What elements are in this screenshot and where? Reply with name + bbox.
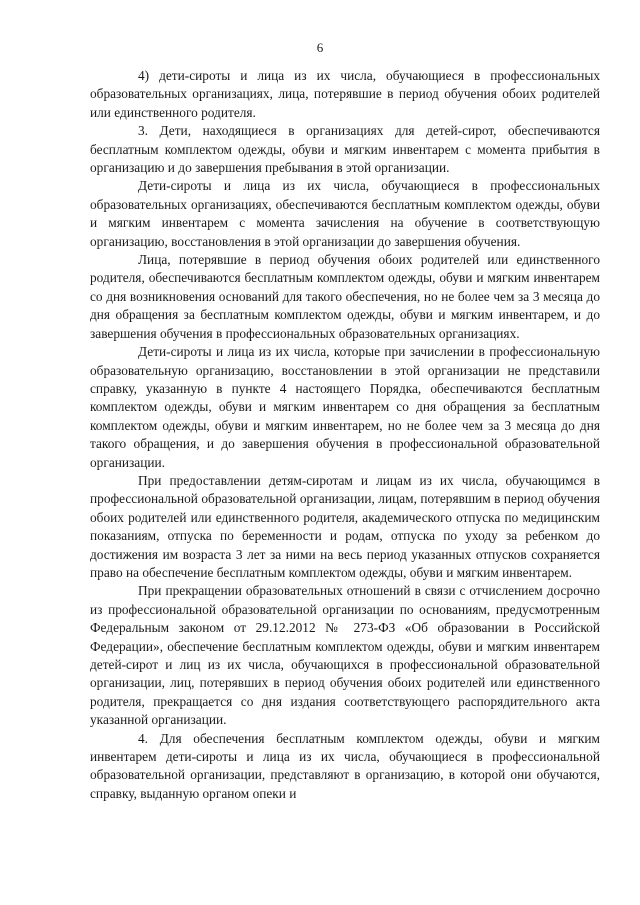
paragraph-1: 4) дети-сироты и лица из их числа, обучающиеся в профессиональных образовательных организациях, лица, потерявшие в период обучения обоих родителей или единственного родителя. <box>90 68 600 120</box>
paragraph-5: Дети-сироты и лица из их числа, которые при зачислении в профессиональную образовательную организацию, восстановлении в этой организации не представили справку, указанную в пункте 4 настоящего Порядка, обеспечиваются бесплатным комплектом одежды, обуви и мягким инвентарем со дня обращения за бесплатным комплектом одежды, обуви и мягким инвентарем, но не более чем за 3 месяца до дня такого обращения, и до завершения обучения в профессиональной образовательной организации. <box>90 344 600 470</box>
paragraph-6: При предоставлении детям-сиротам и лицам из их числа, обучающимся в профессиональной образовательной организации, лицам, потерявшим в период обучения обоих родителей или единственного родителя, академического отпуска по медицинским показаниям, отпуска по беременности и родам, отпуска по уходу за ребенком до достижения им возраста 3 лет за ними на весь период указанных отпусков сохраняется право на обеспечение бесплатным комплектом одежды, обуви и мягким инвентарем. <box>90 472 600 580</box>
page-number: 6 <box>316 40 324 55</box>
paragraph-3: Дети-сироты и лица из их числа, обучающиеся в профессиональных образовательных организациях, обеспечиваются бесплатным комплектом одежды, обуви и мягким инвентарем с момента зачисления на обучение в соответствующую организацию, восстановления в этой организации до завершения обучения. <box>90 178 600 249</box>
paragraph-2: 3. Дети, находящиеся в организациях для детей-сирот, обеспечиваются бесплатным комплектом одежды, обуви и мягким инвентарем с момента прибытия в организацию и до завершения пребывания в этой организации. <box>90 123 600 176</box>
document-body <box>90 67 600 803</box>
paragraph-4: Лица, потерявшие в период обучения обоих родителей или единственного родителя, обеспечиваются бесплатным комплектом одежды, обуви и мягким инвентарем со дня возникновения оснований для такого обеспечения, но не более чем за 3 месяца до дня обращения за бесплатным комплектом одежды, обуви и мягким инвентарем, и до завершения обучения в профессиональных образовательных организациях. <box>90 252 600 341</box>
paragraph-8: 4. Для обеспечения бесплатным комплектом одежды, обуви и мягким инвентарем дети-сироты и лица из их числа, обучающиеся в профессиональной образовательной организации, представляют в организацию, в которой они обучаются, справку, выданную органом опеки и <box>90 730 600 801</box>
paragraph-7: При прекращении образовательных отношений в связи с отчислением досрочно из профессиональной образовательной организации по основаниям, предусмотренным Федеральным законом от 29.12.2012 № 273-ФЗ «Об образовании в Российской Федерации», обеспечение бесплатным комплектом одежды, обуви и мягким инвентарем детей-сирот и лиц из их числа, обучающихся в профессиональной образовательной организации, лиц, потерявших в период обучения обоих родителей или единственного родителя, прекращается со дня издания соответствующего распорядительного акта указанной организации. <box>90 583 600 728</box>
